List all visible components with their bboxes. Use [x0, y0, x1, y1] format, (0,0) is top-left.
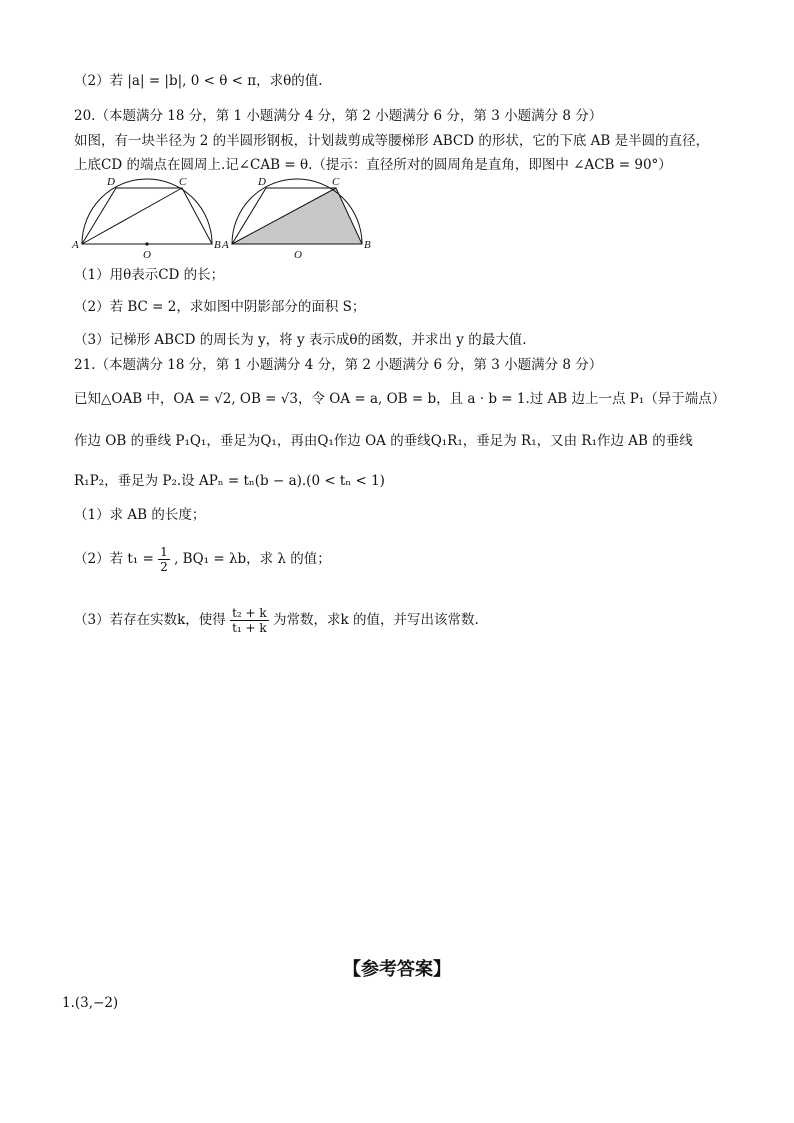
q20-part1: （1）用θ表示CD 的长；	[74, 267, 225, 283]
label-o-right: O	[294, 249, 302, 261]
q21-part3-suffix: 为常数，求k 的值，并写出该常数.	[272, 612, 479, 628]
q21-part1: （1）求 AB 的长度；	[74, 507, 206, 523]
fraction-t-ratio	[230, 606, 269, 635]
q21-part2-suffix: , BQ₁ = λb，求 λ 的值；	[174, 551, 331, 567]
q21-part3	[74, 602, 479, 638]
label-c-left: C	[179, 176, 187, 188]
label-b-right: B	[364, 239, 371, 251]
label-o-left: O	[143, 249, 151, 261]
answers-title: 【参考答案】	[343, 959, 451, 980]
fraction-numerator: 1	[160, 545, 168, 559]
fraction-denominator: 2	[160, 560, 168, 574]
q20-line2: 上底CD 的端点在圆周上.记∠CAB = θ.（提示：直径所对的圆周角是直角，即图中 ∠ACB = 90°）	[74, 157, 672, 173]
fraction-denominator: t₁ + k	[232, 621, 267, 635]
label-a-left: A	[72, 239, 79, 251]
q19-part2: （2）若 |a| = |b|, 0 < θ < π，求θ的值.	[74, 73, 323, 89]
q21-part3-prefix: （3）若存在实数k，使得	[74, 612, 226, 628]
q21-part2-prefix: （2）若 t₁ =	[74, 551, 154, 567]
q21-header: 21.（本题满分 18 分，第 1 小题满分 4 分，第 2 小题满分 6 分，第 3 小题满分 8 分）	[74, 357, 603, 373]
q20-line1: 如图，有一块半径为 2 的半圆形钢板，计划裁剪成等腰梯形 ABCD 的形状，它的下底 AB 是半圆的直径，	[74, 133, 710, 149]
q20-figure	[70, 172, 370, 262]
label-b-left: B	[214, 239, 221, 251]
label-c-right: C	[332, 176, 340, 188]
label-d-right: D	[258, 176, 266, 188]
q20-part2: （2）若 BC = 2，求如图中阴影部分的面积 S；	[74, 299, 366, 315]
q21-line2: 作边 OB 的垂线 P₁Q₁，垂足为Q₁，再由Q₁作边 OA 的垂线Q₁R₁，垂足为 R₁，又由 R₁作边 AB 的垂线	[74, 433, 693, 449]
q21-line3: R₁P₂，垂足为 P₂.设 APₙ = tₙ(b − a).(0 < tₙ < 1)	[74, 473, 385, 489]
q20-header: 20.（本题满分 18 分，第 1 小题满分 4 分，第 2 小题满分 6 分，第 3 小题满分 8 分）	[74, 108, 603, 124]
label-d-left: D	[107, 176, 115, 188]
answer-1: 1.(3,−2)	[62, 995, 119, 1011]
fraction-numerator: t₂ + k	[232, 606, 267, 620]
q20-part3: （3）记梯形 ABCD 的周长为 y，将 y 表示成θ的函数，并求出 y 的最大值.	[74, 332, 527, 348]
label-a-right: A	[222, 239, 229, 251]
figure-left	[71, 176, 221, 261]
q21-part2	[74, 542, 331, 576]
q21-line1: 已知△OAB 中，OA = √2, OB = √3，令 OA = a, OB = b，且 a · b = 1.过 AB 边上一点 P₁（异于端点）	[74, 391, 726, 407]
figure-right	[221, 176, 371, 261]
fraction-one-half	[158, 545, 170, 574]
